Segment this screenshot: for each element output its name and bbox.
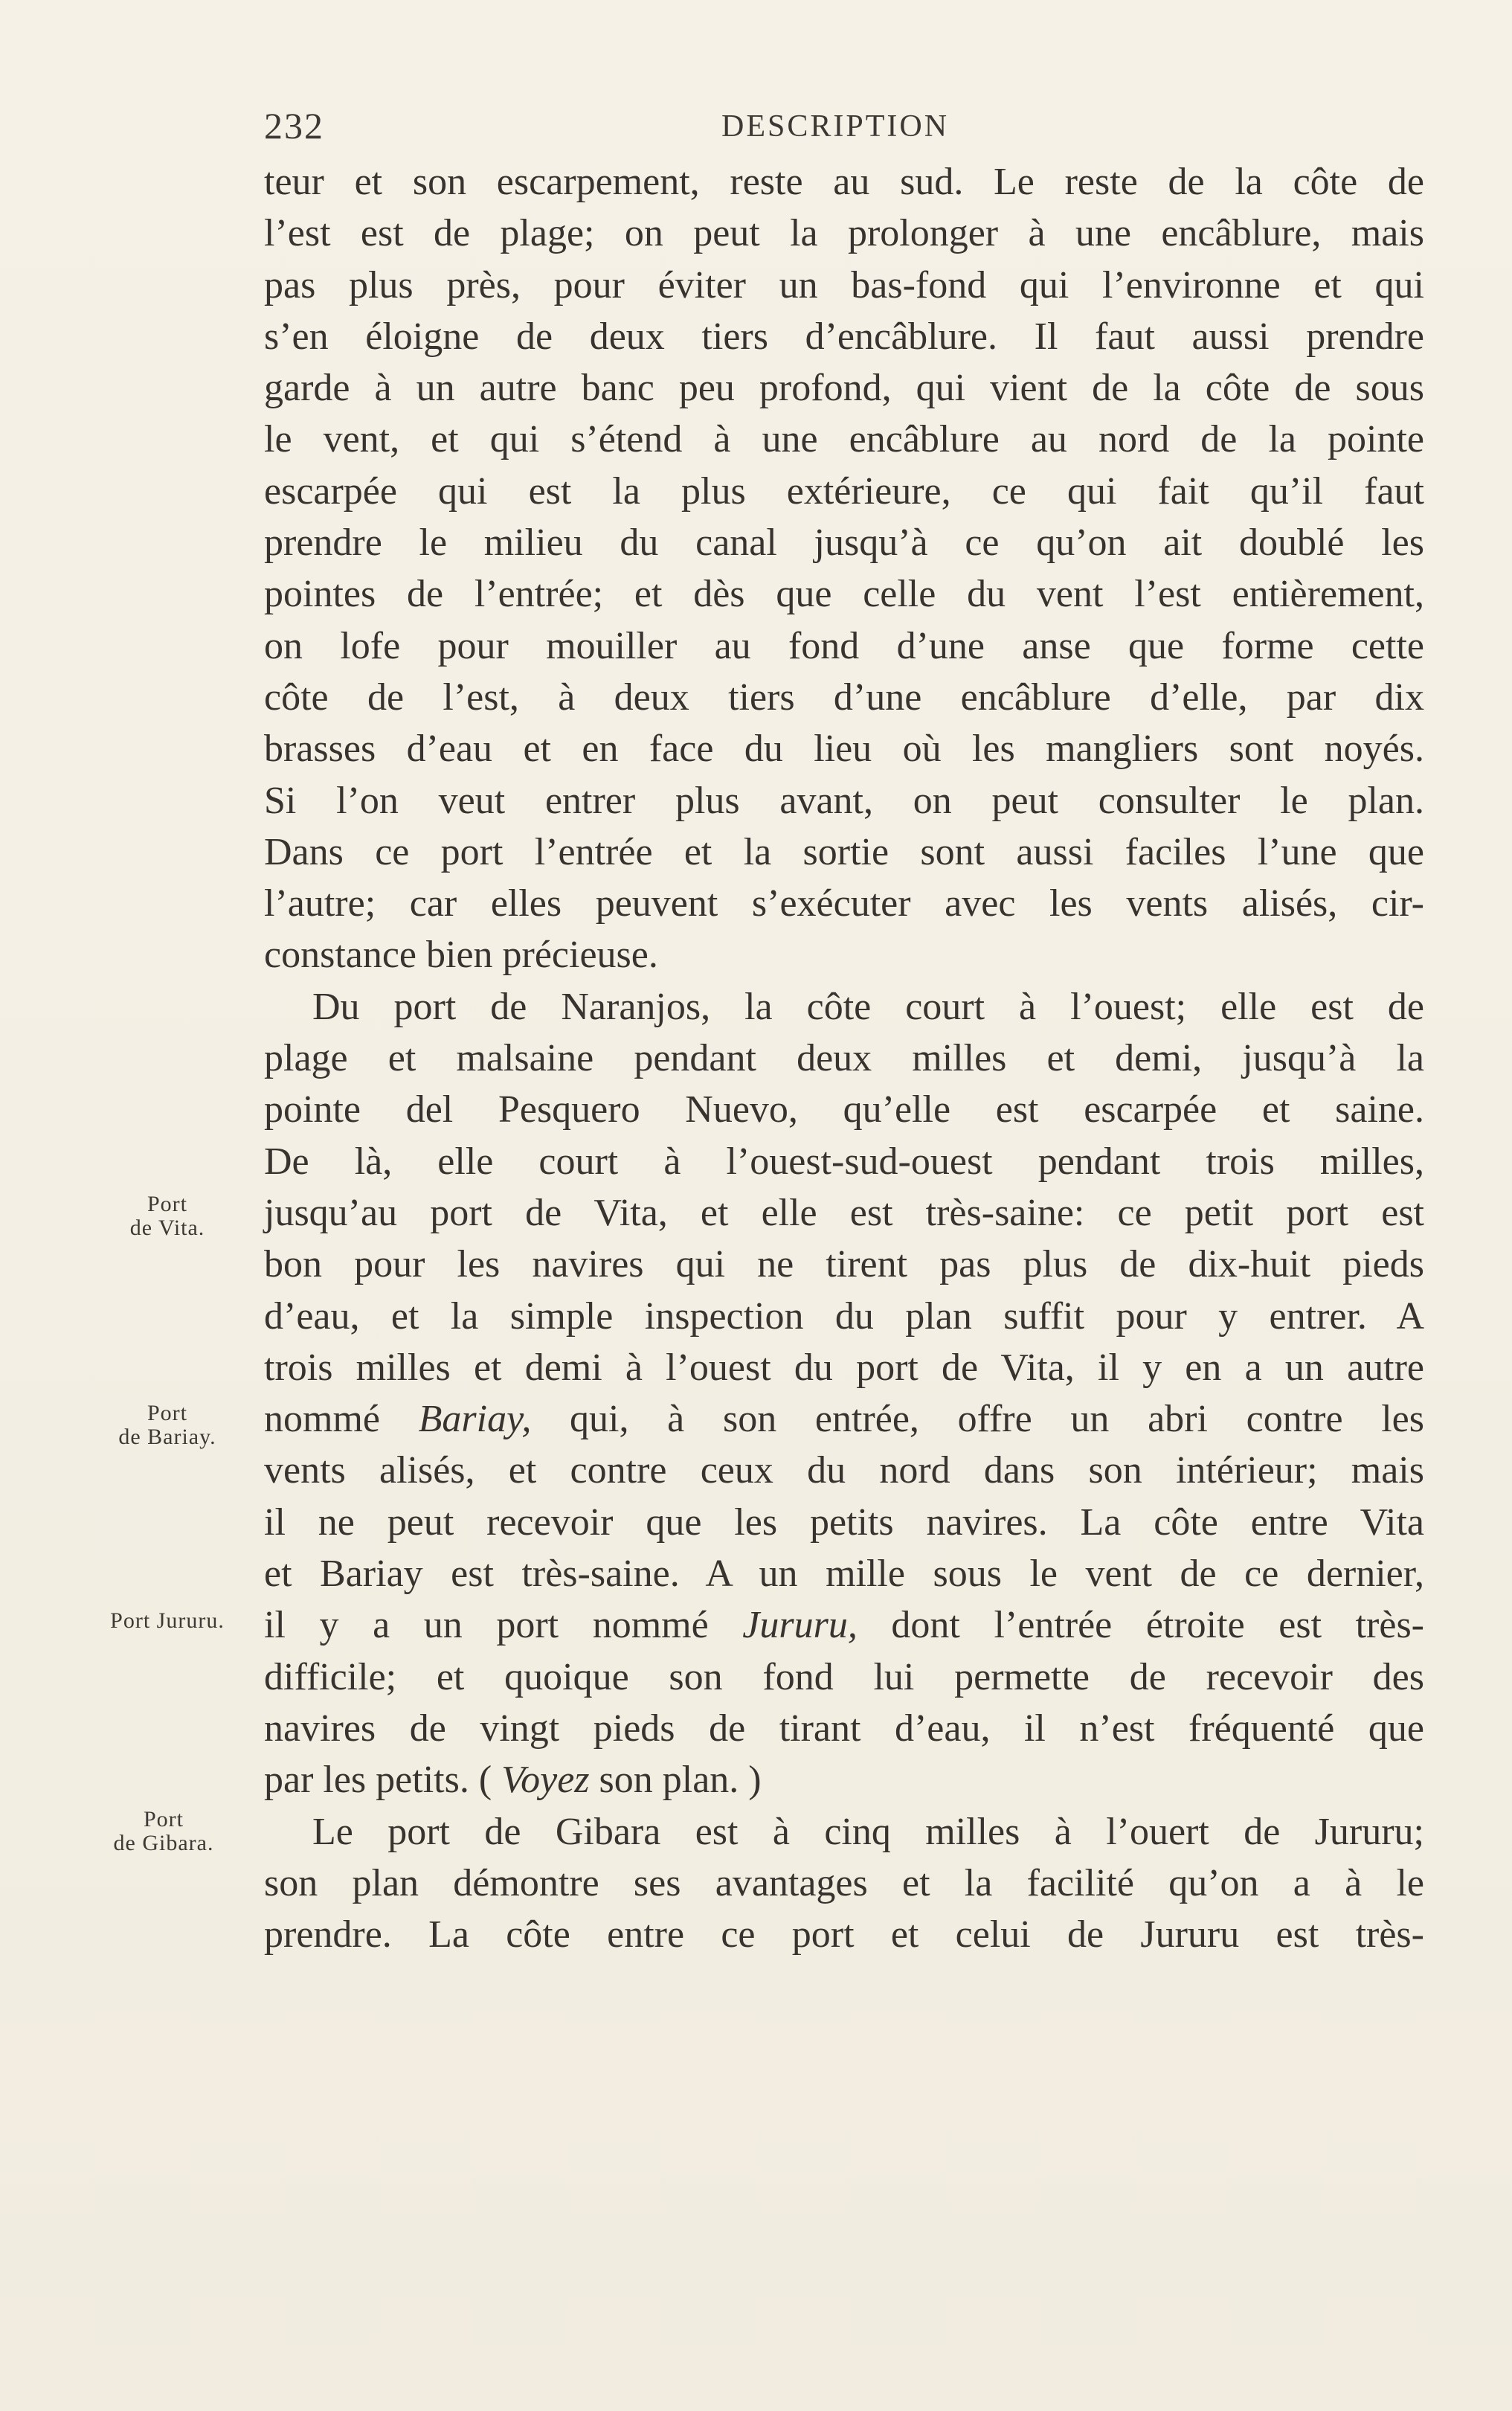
text-line: brasses d’eau et en face du lieu où les mangliers sont noyés. xyxy=(264,728,1424,771)
margin-note-line: Port xyxy=(147,1192,187,1216)
text-line: le vent, et qui s’étend à une encâblure au nord de la pointe xyxy=(264,418,1424,461)
paragraph-start-line: Du port de Naranjos, la côte court à l’ouest; elle est de xyxy=(312,985,1424,1028)
margin-note-line: de Gibara. xyxy=(113,1831,214,1855)
text-segment: son plan. ) xyxy=(589,1759,762,1802)
text-line: difficile; et quoique son fond lui permette de recevoir des xyxy=(264,1655,1424,1698)
text-line: plage et malsaine pendant deux milles et demi, jusqu’à la xyxy=(264,1037,1424,1080)
text-line-jururu xyxy=(264,1599,1424,1651)
text-line-voyez xyxy=(264,1754,1424,1805)
text-line: escarpée qui est la plus extérieure, ce qui fait qu’il faut xyxy=(264,469,1424,513)
body-text xyxy=(264,156,1424,1960)
text-line: l’autre; car elles peuvent s’exécuter avec les vents alisés, cir- xyxy=(264,882,1424,925)
text-line: constance bien précieuse. xyxy=(264,934,658,977)
text-line: l’est est de plage; on peut la prolonger à une encâblure, mais xyxy=(264,212,1424,255)
running-title: DESCRIPTION xyxy=(721,109,950,144)
margin-note-line: de Vita. xyxy=(129,1216,205,1240)
text-line: on lofe pour mouiller au fond d’une anse que forme cette xyxy=(264,624,1424,667)
place-name-jururu: Jururu, xyxy=(742,1604,858,1647)
text-line-bariay xyxy=(264,1393,1424,1445)
margin-note-line: Port xyxy=(147,1401,187,1425)
text-line: d’eau, et la simple inspection du plan suffit pour y entrer. A xyxy=(264,1294,1424,1338)
margin-note-port-bariay xyxy=(104,1402,231,1449)
text-line: s’en éloigne de deux tiers d’encâblure. Il faut aussi prendre xyxy=(264,315,1424,358)
text-line: garde à un autre banc peu profond, qui vient de la côte de sous xyxy=(264,367,1424,410)
margin-note-line: Port Jururu. xyxy=(110,1608,225,1633)
text-line: jusqu’au port de Vita, et elle est très-saine: ce petit port est xyxy=(264,1191,1424,1234)
text-line: il ne peut recevoir que les petits navires. La côte entre Vita xyxy=(264,1500,1424,1544)
text-line: trois milles et demi à l’ouest du port de Vita, il y en a un autre xyxy=(264,1346,1424,1389)
running-head xyxy=(264,104,1424,149)
text-line: bon pour les navires qui ne tirent pas plus de dix-huit pieds xyxy=(264,1243,1424,1286)
text-line: teur et son escarpement, reste au sud. Le reste de la côte de xyxy=(264,161,1424,203)
text-line: Si l’on veut entrer plus avant, on peut consulter le plan. xyxy=(264,779,1424,822)
voyez-reference: Voyez xyxy=(501,1759,590,1802)
text-segment: dont l’entrée étroite est très- xyxy=(857,1604,1424,1647)
margin-note-line: Port xyxy=(143,1807,184,1831)
text-segment: par les petits. ( xyxy=(264,1759,502,1802)
text-line: De là, elle court à l’ouest-sud-ouest pendant trois milles, xyxy=(264,1140,1424,1183)
text-line: vents alisés, et contre ceux du nord dans son intérieur; mais xyxy=(264,1449,1424,1492)
text-line: navires de vingt pieds de tirant d’eau, il n’est fréquenté que xyxy=(264,1707,1424,1750)
text-line: prendre le milieu du canal jusqu’à ce qu’on ait doublé les xyxy=(264,521,1424,565)
text-segment: nommé xyxy=(264,1398,419,1441)
text-line: pointe del Pesquero Nuevo, qu’elle est escarpée et saine. xyxy=(264,1088,1424,1131)
text-line: côte de l’est, à deux tiers d’une encâblure d’elle, par dix xyxy=(264,675,1424,719)
place-name-bariay: Bariay, xyxy=(418,1398,532,1441)
text-line: son plan démontre ses avantages et la facilité qu’on a à le xyxy=(264,1861,1424,1904)
margin-note-line: de Bariay. xyxy=(118,1425,216,1449)
text-segment: il y a un port nommé xyxy=(264,1604,743,1647)
text-line: Dans ce port l’entrée et la sortie sont aussi faciles l’une que xyxy=(264,830,1424,873)
text-line: et Bariay est très-saine. A un mille sous le vent de ce dernier, xyxy=(264,1553,1424,1596)
text-line: pas plus près, pour éviter un bas-fond qui l’environne et qui xyxy=(264,263,1424,306)
text-line: prendre. La côte entre ce port et celui de Jururu est très- xyxy=(264,1913,1424,1956)
margin-note-port-vita xyxy=(112,1192,223,1240)
margin-note-port-gibara xyxy=(89,1808,238,1855)
text-line: pointes de l’entrée; et dès que celle du vent l’est entièrement, xyxy=(264,573,1424,616)
page-number: 232 xyxy=(264,105,324,147)
margin-note-port-jururu xyxy=(78,1609,257,1633)
paragraph-start-line: Le port de Gibara est à cinq milles à l’ouert de Jururu; xyxy=(312,1810,1424,1853)
text-segment: qui, à son entrée, offre un abri contre les xyxy=(531,1398,1424,1441)
